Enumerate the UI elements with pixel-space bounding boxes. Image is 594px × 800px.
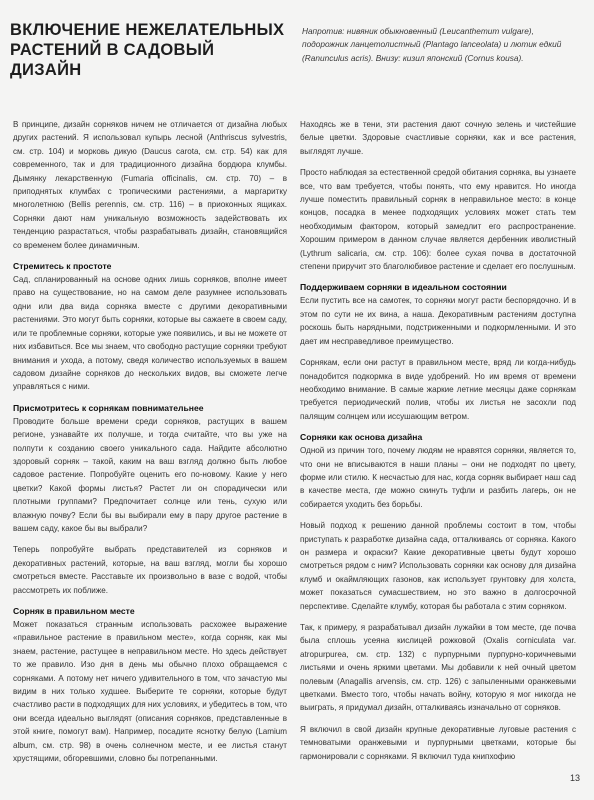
- paragraph: Так, к примеру, я разрабатывал дизайн лужайки в том месте, где почва была сплошь усеяна кислицей рожковой (Oxalis corniculata var. atropurpurea, см. стр. 132) с пурпурными пурпурно-коричневыми листьями и очень яркими цветами. Мы добавили к ней очный цветом полевым (Anagallis arvensis, см. стр. 126) с запыленными оранжевыми цветками. Вместо того, чтобы начать войну, которую я мог никогда не выиграть, я придумал дизайн, отталкиваясь изначально от сорняков.: [300, 623, 576, 713]
- section-heading-ideal-condition: Поддерживаем сорняки в идеальном состоянии: [300, 282, 507, 293]
- paragraph: Одной из причин того, почему людям не нравятся сорняки, является то, что они не вписываются в наши планы – они не подходят по цвету, форме или стилю. К несчастью для нас, когда сорняк выбирает наш сад в качестве места, где можно скинуть туфли и разбить лагерь, он не собирается уходить без борьбы.: [300, 446, 576, 509]
- paragraph: Проводите больше времени среди сорняков, растущих в вашем регионе, узнавайте их получше, и тогда считайте, что вы уже на полпути к созданию своего уникального сада. Найдите абсолютно здоровый сорняк – такой, каким на ваш взгляд должно быть любое садовое растение. Попробуйте оценить его по-новому. Какие у него цветки? Какой формы листья? Растет ли он спорадически или плотными группами? Предпочитает солнце или тень, сухую или влажную почву? Если бы вы выбирали ему в пару другое растение в вашем саду, какое бы вы выбрали?: [13, 416, 287, 533]
- intro-paragraph: В принципе, дизайн сорняков ничем не отличается от дизайна любых других растений. Я использовал купырь лесной (Anthriscus sylvestris, см. стр. 104) и морковь дикую (Daucus carota, см. стр. 54) как для современного, так и для традиционного дизайна бордюра клумбы. Дымянку лекарственную (Fumaria officinalis, см. стр. 70) – в приподнятых клумбах с тропическими растениями, а маргаритку многолетнюю (Bellis perennis, см. стр. 116) – в приоконных ящиках. Сорняки дают нам уникальную возможность задействовать их тенденцию разрастаться, чтобы разрабатывать дизайн, становящийся со временем более динамичным.: [13, 120, 287, 250]
- page-title: ВКЛЮЧЕНИЕ НЕЖЕЛАТЕЛЬНЫХ РАСТЕНИЙ В САДОВЫЙ ДИЗАЙН: [10, 21, 285, 79]
- section-heading-right-place: Сорняк в правильном месте: [13, 606, 135, 616]
- paragraph: Сорнякам, если они растут в правильном месте, вряд ли когда-нибудь понадобится подкормка в виде удобрений. Но им время от времени необходимо внимание. В самые жаркие летние месяцы даже сорнякам требуется периодический полив, чтобы их листья не засохли под палящим солнцем или иссушающим ветром.: [300, 358, 576, 421]
- paragraph: Сад, спланированный на основе одних лишь сорняков, вполне имеет право на существование, но на самом деле разумнее использовать одни или два вида сорняка вместе с другими декоративными растениями. Это могут быть сорняки, которые вы сажаете в своем саду, или те проблемные сорняки, которые уже появились, и вы не можете от них избавиться. Все мы знаем, что свободно растущие сорняки требуют внимания и ухода, а потому, сведя количество используемых в вашем садовом дизайне сорняков до нескольких видов, вы сможете легче управляться с ними.: [13, 275, 287, 392]
- paragraph: Я включил в свой дизайн крупные декоративные луговые растения с темноватыми оранжевыми и пурпурными цветками, которые бы гармонировали с сорняками. Я включил туда книпхофию: [300, 724, 576, 761]
- paragraph: Может показаться странным использовать расхожее выражение «правильное растение в правильном месте», когда сорняк, как мы знаем, растение, растущее в неправильном месте. Но здесь действует то же правило. Изо дня в день мы обычно плохо обращаемся с сорняками. А потому нет ничего удивительного в том, что зачастую мы видим в них только худшее. Выберите те сорняки, которые будут счастливо расти в подходящих для них условиях, и убедитесь в том, что они всегда идеально выглядят (описания сорняков, представленные в этой книге, помогут вам). Например, посадите ясноткy белую (Lamium album, см. стр. 98) в очень солнечном месте, и ее листья станут хрустящими, обгоревшими, словно бы потрепанными.: [13, 620, 287, 764]
- paragraph: Находясь же в тени, эти растения дают сочную зелень и чистейшие белые цветки. Здоровые счастливые сорняки, как и все растения, выглядят лучше.: [300, 120, 576, 156]
- photo-caption: Напротив: нивяник обыкновенный (Leucanthemum vulgare), подорожник ланцетолистный (Plantago lanceolata) и лютик едкий (Ranunculus acris). Внизу: кизил японский (Cornus kousa).: [302, 26, 562, 63]
- paragraph: Теперь попробуйте выбрать представителей из сорняков и декоративных растений, которые, на ваш взгляд, могли бы хорошо смотреться вместе. Расставьте их произвольно в вазе с водой, чтобы рассмотреть их поближе.: [13, 545, 287, 595]
- section-heading-design-basis: Сорняки как основа дизайна: [300, 432, 423, 443]
- paragraph: Просто наблюдая за естественной средой обитания сорняка, вы узнаете все, что вам требуется, чтобы понять, что ему нравится. Но иногда лучше поместить правильный сорняк в неправильное место: в конце концов, посадка в менее подходящих условиях может стать тем необходимым фактором, который замедлит его распространение. Хорошим примером в данном случае является дербенник иволистный (Lythrum salicaria, см. стр. 106): более сухая почва в достаточной степени приручит это благолюбивое растение и сделает его послушным.: [300, 168, 576, 272]
- paragraph: Новый подход к решению данной проблемы состоит в том, чтобы приступать к разработке дизайна сада, отталкиваясь от сорняка. Какого он размера и окраски? Какие декоративные цветы будут хорошо смотреться рядом с ним? Использовать сорняки как основу для дизайна клумб и окаймляющих газонов, как использует грунтовку для холста, может показаться сумасшествием, но это важно в долгосрочной перспективе. Сделайте клумбу, которая бы работала с этим сорняком.: [300, 521, 576, 611]
- right-column: [300, 118, 576, 771]
- left-column: [13, 118, 287, 773]
- paragraph: Если пустить все на самотек, то сорняки могут расти беспорядочно. И в этом по сути не их вина, а наша. Декоративным растениям доступна роскошь быть нарядными, подстриженными и подкормленными. И это дает им несправедливое преимущество.: [300, 296, 576, 346]
- section-heading-look-closer: Присмотритесь к сорнякам повнимательнее: [13, 402, 204, 413]
- page-number: 13: [569, 773, 580, 783]
- section-heading-simplicity: Стремитесь к простоте: [13, 261, 112, 272]
